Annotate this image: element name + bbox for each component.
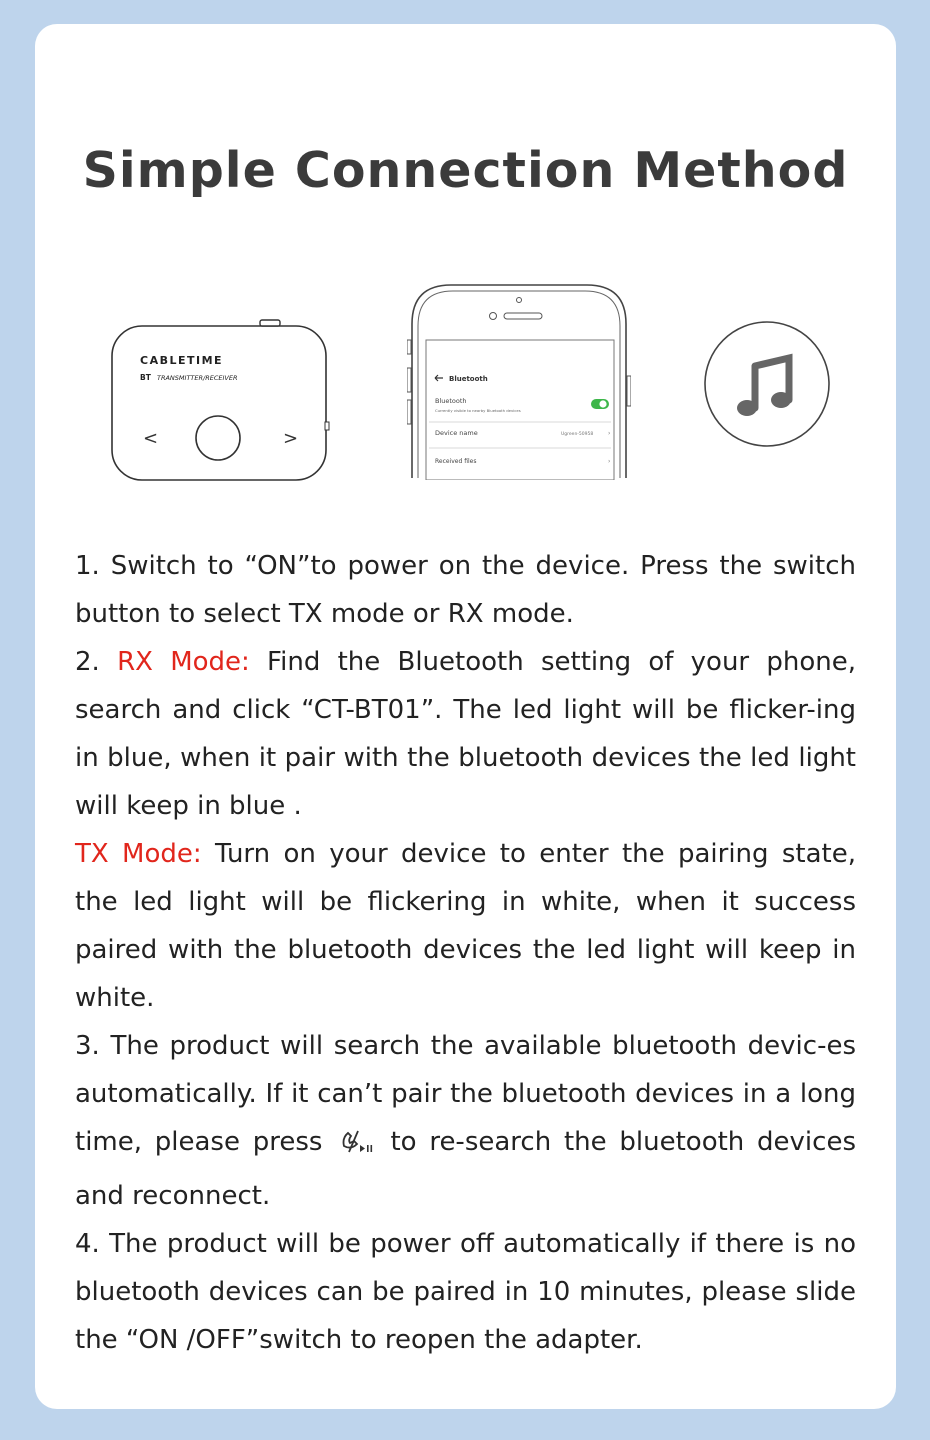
svg-text:›: ›: [608, 458, 611, 465]
switch-button: [196, 416, 240, 460]
step-3-text-a: 3. The product will search the available bluetooth devic-es automatically. If it can’t pair the bluetooth devices in a long time, please press: [75, 1031, 856, 1157]
tx-mode-label: TX Mode:: [75, 839, 202, 869]
step-2-text: Find the Bluetooth setting of your phone, search and click “CT-BT01”. The led light will be flicker-ing in blue, when it pair with the bluetooth devices the led light will keep in blue .: [75, 647, 856, 821]
page-title: Simple Connection Method: [82, 142, 849, 199]
phone-received-files: Received files: [435, 458, 477, 465]
model-bt-label: BT: [140, 373, 151, 382]
instruction-card: [35, 24, 896, 1409]
model-label: TRANSMITTER/RECEIVER: [157, 374, 238, 382]
phone-bt-sub: Currently visible to nearby Bluetooth devices: [435, 408, 521, 413]
step-3: [75, 1022, 856, 1220]
phone-device-name-value: Ugreen-50958: [561, 432, 594, 437]
tx-mode: [75, 830, 856, 1022]
next-symbol: >: [283, 428, 299, 449]
step-2: [75, 638, 856, 830]
phone-play-pause-icon: [340, 1124, 376, 1172]
tx-mode-text: Turn on your device to enter the pairing state, the led light will be flickering in white, when it success paired with the bluetooth devices the led light will keep in white.: [75, 839, 857, 1013]
instructions: [75, 542, 856, 1364]
phone-header: Bluetooth: [449, 375, 488, 383]
step-1: 1. Switch to “ON”to power on the device. Press the switch button to select TX mode or RX mode.: [75, 551, 856, 629]
phone-bt-label: Bluetooth: [435, 397, 467, 405]
step-2-prefix: 2.: [75, 647, 118, 677]
step-3-text-b: to re-search the bluetooth devices and reconnect.: [75, 1127, 856, 1211]
prev-symbol: <: [143, 428, 159, 449]
svg-text:›: ›: [608, 430, 611, 437]
phone-device-name-label: Device name: [435, 429, 478, 437]
step-4: 4. The product will be power off automatically if there is no bluetooth devices can be paired in 10 minutes, please slide the “ON /OFF”switch to reopen the adapter.: [75, 1229, 856, 1355]
rx-mode-label: RX Mode:: [117, 647, 250, 677]
phone-illustration: [407, 282, 631, 480]
brand-label: CABLETIME: [140, 354, 224, 367]
music-note-icon: [703, 320, 833, 450]
bt-adapter-illustration: [109, 294, 331, 484]
